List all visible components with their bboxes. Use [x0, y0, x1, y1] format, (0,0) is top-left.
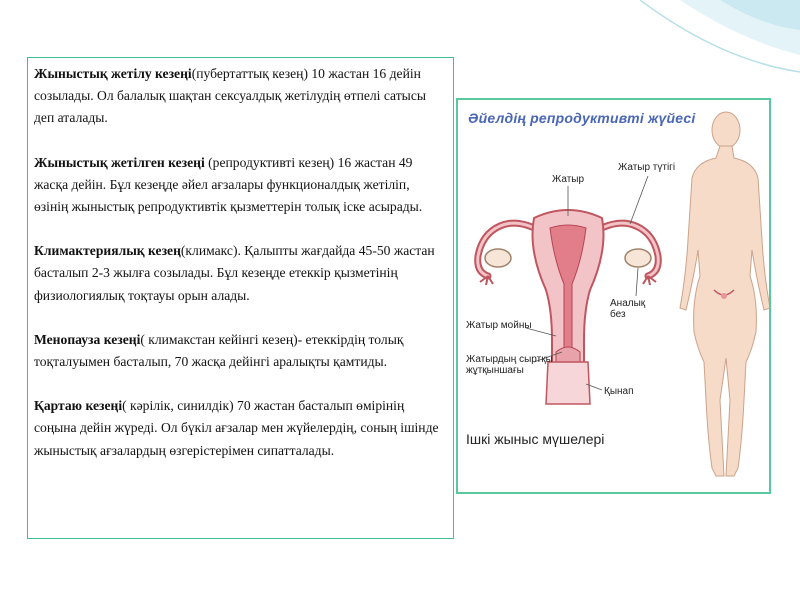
- text-climacteric: (климакс). Қалыпты жағдайда 45-50 жастан басталып 2-3 жылға созылады. Бұл кезеңде етеккір қызметінің физиологиялық тоқтауы орын алады.: [34, 243, 435, 303]
- text-panel: [27, 57, 454, 539]
- label-external-os-line1: Жатырдың сыртқы: [466, 354, 553, 365]
- text-aging: ( кәрілік, синилдік) 70 жастан басталып өмірінің соңына дейін жүреді. Ол бүкіл ағзалар мен жүйелердің, соның ішінде жыныстық ағзалардың өзгерістерімен сипатталады.: [34, 398, 439, 458]
- label-ovary-line1: Аналық: [610, 298, 646, 309]
- figure-title: Әйелдің репродуктивті жүйесі: [468, 110, 696, 126]
- term-climacteric: Климактериялық кезең: [34, 243, 181, 259]
- label-cervix: Жатыр мойны: [466, 320, 532, 331]
- label-external-os-line2: жұтқыншағы: [466, 365, 524, 376]
- cervix: [556, 347, 580, 362]
- text-puberty: (пубертаттық кезең) 10 жастан 16 дейін созылады. Ол балалық шақтан сексуалдық жетілудің өтпелі сатысы деп аталады.: [34, 66, 426, 126]
- term-reproductive: Жыныстық жетілген кезеңі: [34, 154, 205, 170]
- term-menopause: Менопауза кезеңі: [34, 331, 141, 347]
- left-ovary: [485, 249, 511, 267]
- figure-panel: [456, 98, 771, 494]
- label-uterus: Жатыр: [552, 174, 585, 185]
- paragraph-aging: [34, 395, 447, 462]
- paragraph-menopause: [34, 329, 447, 373]
- body-uterus-dot: [721, 293, 727, 299]
- term-aging: Қартаю кезеңі: [34, 398, 123, 414]
- label-external-os: [466, 354, 553, 376]
- label-vagina: Қынап: [604, 386, 634, 397]
- paragraph-climacteric: [34, 240, 447, 307]
- figure-caption: Ішкі жыныс мүшелері: [466, 431, 605, 447]
- paragraph-reproductive: [34, 152, 447, 219]
- label-fallopian-tube: Жатыр түтігі: [618, 162, 676, 173]
- paragraph-puberty: [34, 63, 447, 130]
- term-puberty: Жыныстық жетілу кезеңі: [34, 66, 192, 81]
- text-reproductive: (репродуктивті кезең) 16 жастан 49 жасқа дейін. Бұл кезеңде әйел ағзалары функционалдық жетіліп, өзінің жыныстық репродуктивтік қызметтерін толық іске асырады.: [34, 154, 423, 215]
- right-ovary: [625, 249, 651, 267]
- label-ovary: [610, 298, 645, 320]
- label-ovary-line2: без: [610, 309, 626, 320]
- corner-decoration: [640, 0, 800, 80]
- text-menopause: ( климакстан кейінгі кезең)- етеккірдің толық тоқталуымен басталып, 70 жасқа дейінгі аралықты қамтиды.: [34, 331, 404, 370]
